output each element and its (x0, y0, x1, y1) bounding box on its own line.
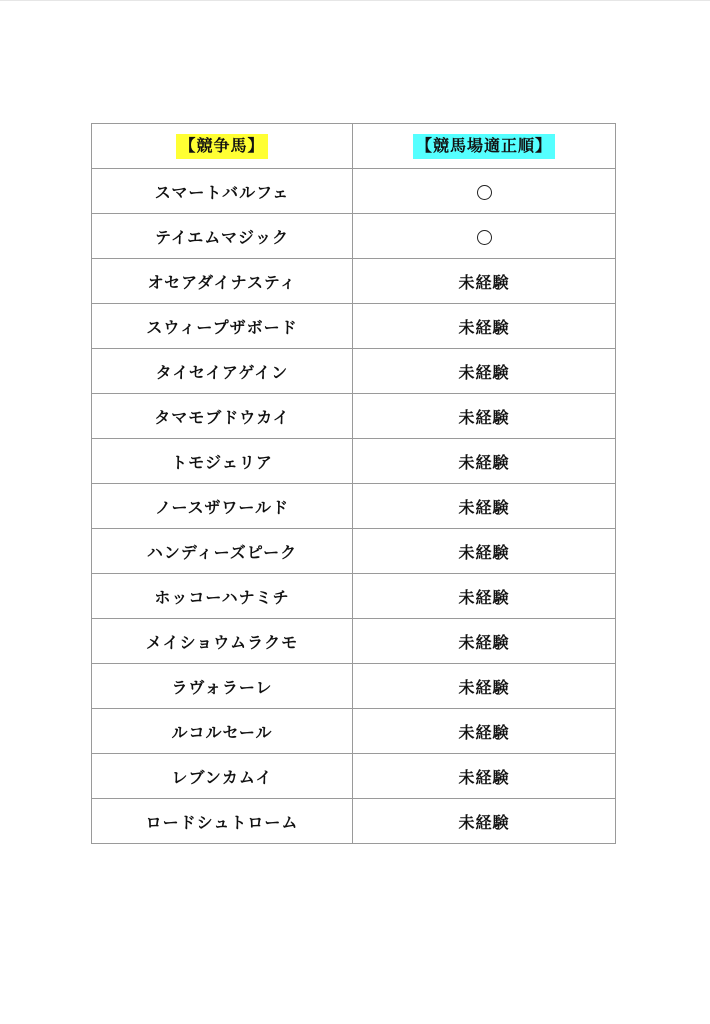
header-horse-cell (92, 124, 353, 169)
horse-name-cell (92, 304, 353, 349)
track-result: 未経験 (458, 677, 510, 697)
header-track-cell (353, 124, 616, 169)
track-result-cell (353, 799, 616, 844)
table-row (92, 349, 616, 394)
horse-name: タマモブドウカイ (154, 407, 290, 427)
table-row (92, 799, 616, 844)
track-result: 未経験 (458, 362, 510, 382)
horse-name: ロードシュトローム (145, 812, 299, 832)
horse-name-cell (92, 529, 353, 574)
track-result: 未経験 (458, 587, 510, 607)
horse-name-cell (92, 574, 353, 619)
table-row (92, 169, 616, 214)
table-row (92, 304, 616, 349)
horse-name: スマートバルフェ (154, 182, 290, 202)
horse-name-cell (92, 349, 353, 394)
track-result-cell (353, 484, 616, 529)
horse-name-cell (92, 664, 353, 709)
horse-name-cell (92, 484, 353, 529)
table-row (92, 439, 616, 484)
horse-name: スウィープザボード (146, 317, 298, 337)
horse-name-cell (92, 799, 353, 844)
horse-name-cell (92, 394, 353, 439)
track-result-cell (353, 754, 616, 799)
horse-name: ルコルセール (171, 722, 273, 742)
table-row (92, 664, 616, 709)
horse-name-cell (92, 619, 353, 664)
horse-name: タイセイアゲイン (155, 362, 289, 382)
horse-name: ハンディーズピーク (146, 542, 298, 562)
track-result: 未経験 (458, 317, 510, 337)
track-result-cell (353, 529, 616, 574)
track-result-cell (353, 304, 616, 349)
track-result-cell (353, 349, 616, 394)
track-result: 未経験 (458, 542, 510, 562)
header-horse-label: 【競争馬】 (176, 134, 267, 159)
horse-name: ラヴォラーレ (171, 677, 273, 697)
track-result-cell (353, 259, 616, 304)
track-result: 未経験 (458, 407, 510, 427)
track-result: 未経験 (458, 722, 510, 742)
table-row (92, 574, 616, 619)
table-row (92, 214, 616, 259)
track-result-cell (353, 394, 616, 439)
track-result: 未経験 (458, 452, 510, 472)
table-row (92, 709, 616, 754)
horse-name-cell (92, 754, 353, 799)
horse-name: オセアダイナスティ (147, 272, 297, 292)
table-row (92, 259, 616, 304)
track-result: 未経験 (458, 632, 510, 652)
track-result-cell (353, 214, 616, 259)
horse-name: メイショウムラクモ (145, 632, 299, 652)
circle-mark-icon (477, 230, 492, 245)
horse-name-cell (92, 214, 353, 259)
table-row (92, 619, 616, 664)
track-result-cell (353, 574, 616, 619)
table-row (92, 394, 616, 439)
horse-name-cell (92, 709, 353, 754)
horse-name-cell (92, 259, 353, 304)
track-result-cell (353, 439, 616, 484)
page-top-edge (0, 0, 710, 1)
horse-name: レブンカムイ (171, 767, 273, 787)
table-row (92, 484, 616, 529)
table-header-row (92, 124, 616, 169)
table-body (92, 169, 616, 844)
track-result-cell (353, 664, 616, 709)
horse-name: ホッコーハナミチ (154, 587, 290, 607)
header-track-label: 【競馬場適正順】 (413, 134, 555, 159)
track-result-cell (353, 169, 616, 214)
horse-name-cell (92, 169, 353, 214)
track-result-cell (353, 619, 616, 664)
circle-mark-icon (477, 185, 492, 200)
track-result: 未経験 (458, 272, 510, 292)
horse-name: テイエムマジック (155, 227, 289, 247)
horse-name-cell (92, 439, 353, 484)
table-row (92, 754, 616, 799)
horse-name: トモジェリア (171, 452, 273, 472)
horse-track-table (91, 123, 616, 844)
track-result: 未経験 (458, 812, 510, 832)
track-result-cell (353, 709, 616, 754)
track-result: 未経験 (458, 497, 510, 517)
horse-name: ノースザワールド (154, 497, 290, 517)
table-row (92, 529, 616, 574)
track-result: 未経験 (458, 767, 510, 787)
